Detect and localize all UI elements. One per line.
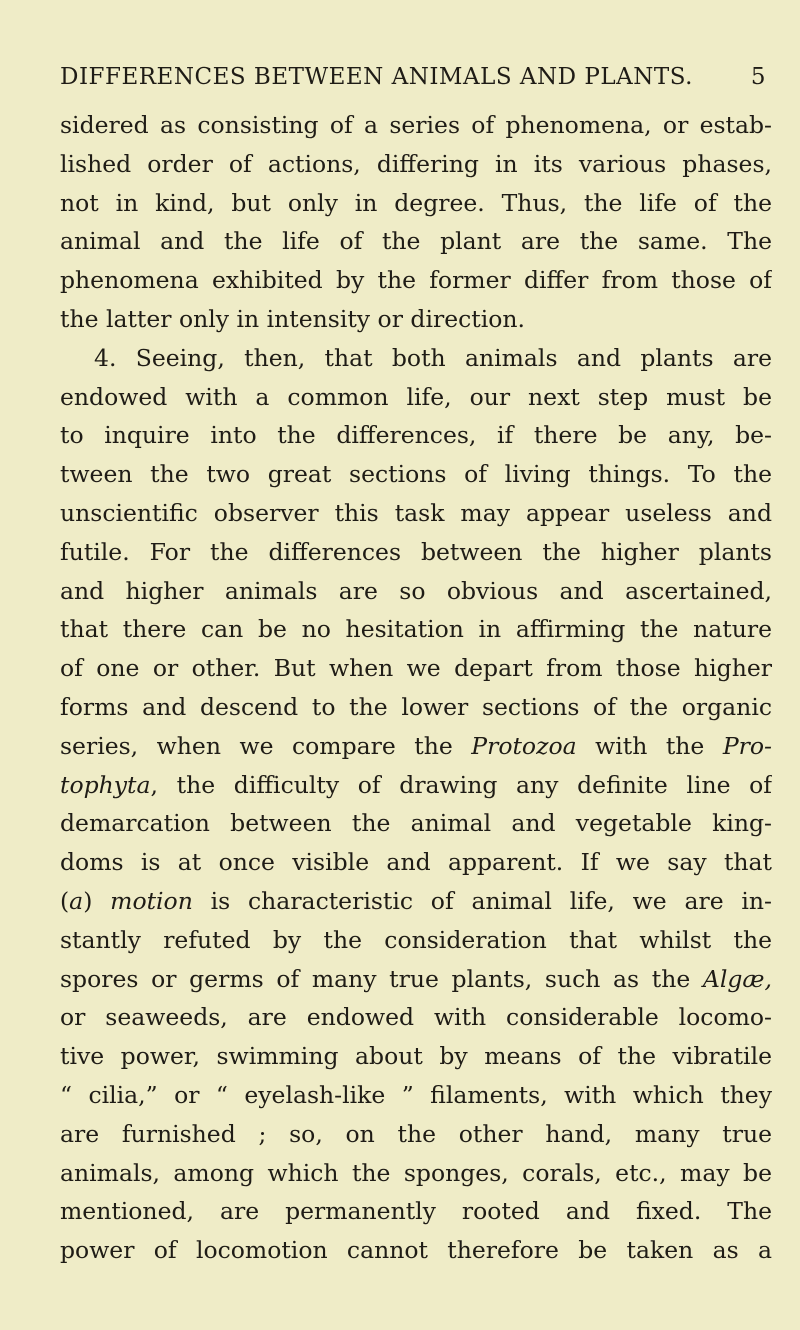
body-text [60, 106, 772, 1270]
text-line: forms and descend to the lower sections of the organic [60, 692, 772, 721]
italic-term: motion [110, 886, 193, 915]
text-line: sidered as consisting of a series of phenomena, or estab- [60, 111, 772, 139]
text-fragment: spores or germs of many true plants, such as the [60, 964, 703, 993]
text-fragment: is characteristic of animal life, we are in- [192, 886, 772, 915]
text-line-with-italics [60, 960, 772, 999]
text-line: doms is at once visible and apparent. If we say that [60, 848, 772, 877]
text-line: mentioned, are permanently rooted and fixed. The [60, 1197, 772, 1226]
text-line: that there can be no hesitation in affirming the nature [60, 615, 772, 644]
text-fragment: series, when we compare the [60, 731, 472, 760]
text-line: endowed with a common life, our next step must be [60, 382, 772, 411]
text-fragment: , the difficulty of drawing any definite line of [150, 770, 772, 799]
text-line: the latter only in intensity or direction. [60, 304, 525, 333]
text-line: phenomena exhibited by the former differ from those of [60, 266, 772, 295]
page-number: 5 [750, 64, 766, 90]
text-line: animals, among which the sponges, corals, etc., may be [60, 1158, 772, 1187]
text-line: stantly refuted by the consideration that whilst the [60, 925, 772, 954]
running-title: DIFFERENCES BETWEEN ANIMALS AND PLANTS. [60, 64, 693, 90]
text-line: unscientific observer this task may appear useless and [60, 498, 772, 527]
text-fragment: ( [60, 886, 70, 915]
italic-term: Algæ, [702, 964, 772, 993]
text-line: of one or other. But when we depart from those higher [60, 654, 772, 683]
running-head [60, 60, 772, 94]
text-line-with-italics [60, 766, 772, 805]
text-line: or seaweeds, are endowed with considerable locomo- [60, 1003, 772, 1032]
text-line: animal and the life of the plant are the same. The [60, 227, 772, 256]
text-line: and higher animals are so obvious and ascertained, [60, 576, 772, 605]
text-line: power of locomotion cannot therefore be taken as a [60, 1236, 772, 1265]
text-fragment: with the [576, 731, 723, 760]
text-line: “ cilia,” or “ eyelash-like ” filaments, with which they [60, 1080, 772, 1109]
italic-term: tophyta [60, 770, 151, 799]
text-line: not in kind, but only in degree. Thus, the life of the [60, 188, 772, 217]
italic-term: a [69, 886, 84, 915]
text-line: futile. For the differences between the higher plants [60, 537, 772, 566]
text-line: are furnished ; so, on the other hand, many true [60, 1119, 772, 1148]
paragraph-start-line: 4. Seeing, then, that both animals and plants are [94, 343, 772, 372]
text-line: to inquire into the differences, if there be any, be- [60, 421, 772, 450]
text-line-with-italics [60, 882, 772, 921]
text-line: lished order of actions, differing in its various phases, [60, 149, 772, 178]
text-line-with-italics [60, 727, 772, 766]
text-line: demarcation between the animal and vegetable king- [60, 809, 772, 838]
text-fragment: ) [83, 886, 111, 915]
italic-term: Protozoa [471, 731, 577, 760]
italic-term: Pro- [722, 731, 772, 760]
text-line: tive power, swimming about by means of the vibratile [60, 1042, 772, 1071]
text-line: tween the two great sections of living things. To the [60, 460, 772, 489]
